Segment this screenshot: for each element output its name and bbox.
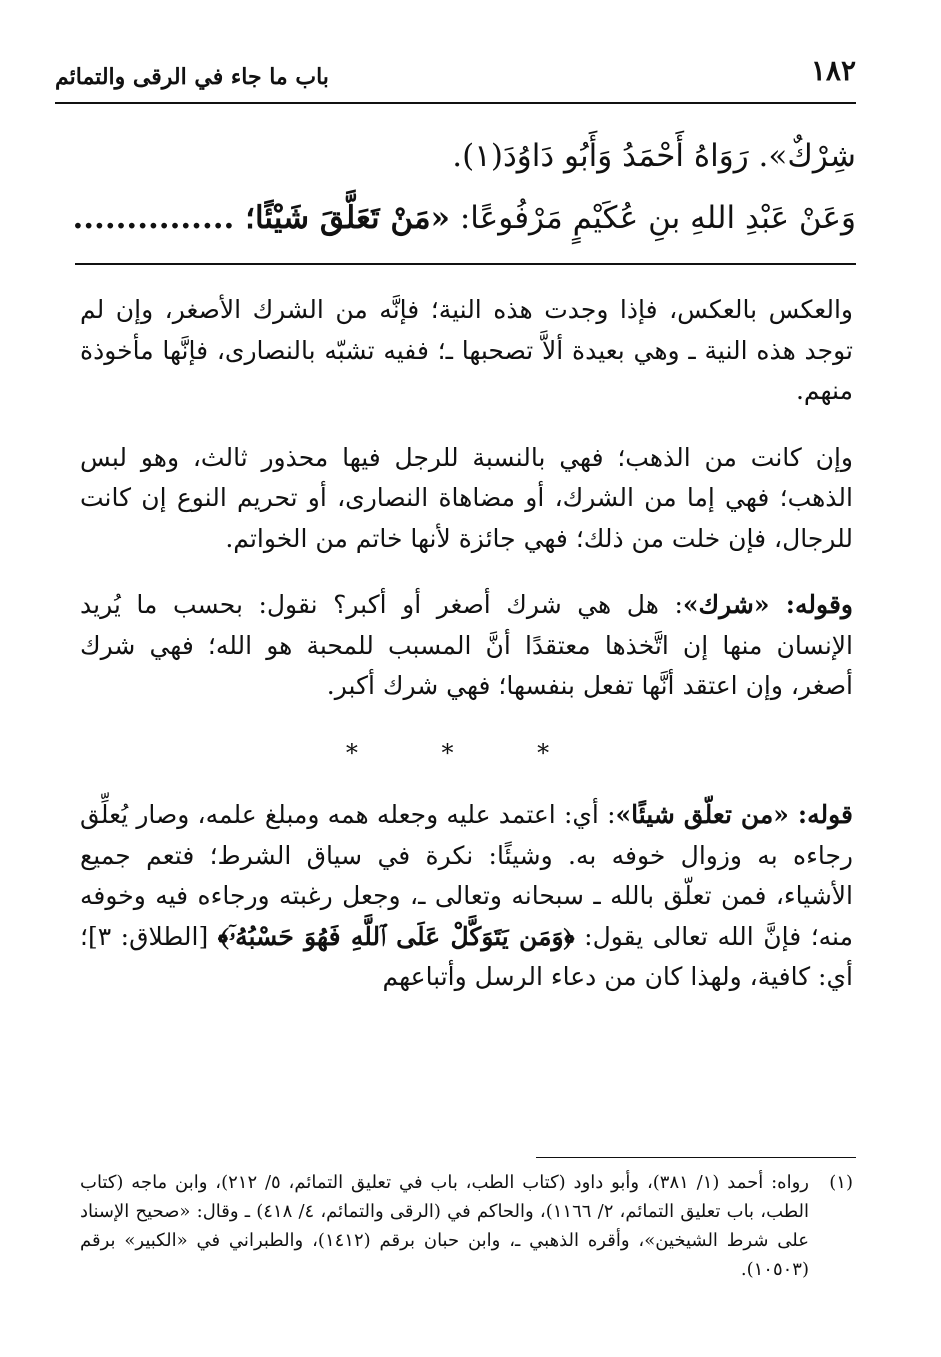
hadith-line-2-text: وَعَنْ عَبْدِ اللهِ بنِ عُكَيْمٍ مَرْفُوعًا: — [449, 200, 856, 236]
page-header — [55, 50, 856, 104]
section-separator: * * * — [345, 738, 588, 767]
paragraph-4 — [80, 795, 853, 998]
running-title: باب ما جاء في الرقى والتمائم — [55, 64, 329, 90]
hadith-line-2 — [72, 187, 856, 249]
quran-verse: ﴿وَمَن يَتَوَكَّلْ عَلَى ٱللَّهِ فَهُوَ حَسْبُهُۥٓ﴾ — [217, 921, 575, 951]
footnote-marker: (١) — [829, 1172, 853, 1193]
paragraph-4-lead: قوله: «من تعلّق شيئًا» — [615, 800, 853, 829]
footnote-text: رواه: أحمد (١/ ٣٨١)، وأبو داود (كتاب الطب، باب في تعليق التمائم، ٥/ ٢١٢)، وابن ماجه (كتاب الطب، باب تعليق التمائم، ٢/ ١١٦٦)، والحاكم في (الرقى والتمائم، ٤/ ٤١٨) ـ وقال: «صحيح الإسناد على شرط الشيخين»، وأقره الذهبي ـ، وابن حبان برقم (١٤١٢)، والطبراني في «الكبير» برقم (١٠٥٠٣). — [80, 1172, 809, 1280]
hadith-line-1: شِرْكٌ». رَوَاهُ أَحْمَدُ وَأَبُو دَاوُدَ(١). — [452, 138, 856, 174]
hadith-line-2-bold: «مَنْ تَعَلَّقَ شَيْئًا؛ ............... — [72, 200, 450, 236]
paragraph-4-tail: [الطلاق: ٣]؛ أي: كافية، ولهذا كان من دعاء الرسل وأتباعهم — [80, 921, 853, 991]
paragraph-1: والعكس بالعكس، فإذا وجدت هذه النية؛ فإنَّه من الشرك الأصغر، وإن لم توجد هذه النية ـ وهي بعيدة ألاَّ تصحبها ـ؛ ففيه تشبّه بالنصارى، فإنَّها مأخوذة منهم. — [80, 295, 853, 405]
page-number: ١٨٢ — [810, 54, 856, 87]
paragraph-4-body: : أي: اعتمد عليه وجعله همه ومبلغ علمه، وصار يُعلِّق رجاءه به وزوال خوفه به. وشيئًا: نكرة في سياق الشرط؛ فتعم جميع الأشياء، فمن تعلّق بالله ـ سبحانه وتعالى ـ، وجعل رغبته ورجاءه فيه وخوفه منه؛ فإنَّ الله تعالى يقول: — [80, 800, 853, 951]
commentary — [80, 290, 853, 1024]
footnote-divider — [536, 1157, 856, 1158]
hadith-text — [72, 125, 856, 249]
paragraph-2: وإن كانت من الذهب؛ فهي بالنسبة للرجل فيها محذور ثالث، وهو لبس الذهب؛ فهي إما من الشرك، أو مضاهاة النصارى، أو تحريم النوع إن كانت للرجال، فإن خلت من ذلك؛ فهي جائزة لأنها خاتم من الخواتم. — [80, 442, 853, 553]
hadith-divider — [75, 263, 856, 265]
paragraph-3-body: : هل هي شرك أصغر أو أكبر؟ نقول: بحسب ما يُريد الإنسان منها إن اتَّخذها معتقدًا أنَّ المسبب للمحبة هو الله؛ فهي شرك أصغر، وإن اعتقد أنَّها تفعل بنفسها؛ فهي شرك أكبر. — [80, 590, 853, 700]
paragraph-3 — [80, 585, 853, 707]
footnote — [80, 1168, 853, 1284]
paragraph-3-lead: وقوله: «شرك» — [682, 590, 853, 619]
